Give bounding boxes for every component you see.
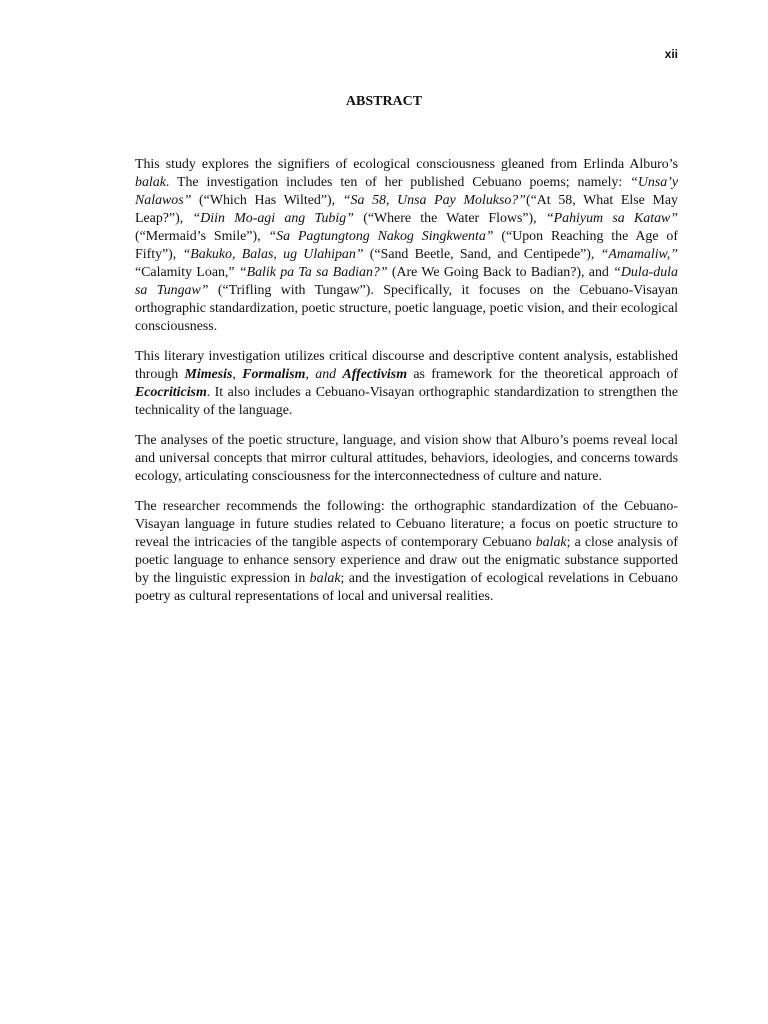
text-run: Mimesis <box>184 367 233 382</box>
text-run: “Dula-dula sa Tungaw” <box>135 265 678 298</box>
text-run: , <box>232 367 243 382</box>
text-run: balak <box>309 571 341 586</box>
text-run: Ecocriticism <box>135 385 207 400</box>
text-run: The researcher recommends the following: the orthographic standardization of the Cebuano-Visayan language in future studies related to Cebuano literature; a focus on poetic structure to reveal the intricacies of the tangible aspects of contemporary Cebuano <box>135 499 678 550</box>
text-run: (“Which Has Wilted”), <box>191 193 343 208</box>
text-run: (“At 58, What Else May Leap?”), <box>135 193 678 226</box>
paragraph-4 <box>135 498 678 606</box>
page-number: xii <box>664 47 678 61</box>
text-run: This study explores the signifiers of ecological consciousness gleaned from Erlinda Alburo’s <box>135 157 678 172</box>
text-run: balak <box>135 175 166 190</box>
text-run: (“Where the Water Flows”), <box>353 211 546 226</box>
text-run: (“Mermaid’s Smile”), <box>135 229 269 244</box>
abstract-body <box>135 156 678 618</box>
paragraph-2 <box>135 348 678 420</box>
text-run: , <box>305 367 316 382</box>
page-title: ABSTRACT <box>345 94 423 109</box>
text-run: The analyses of the poetic structure, language, and vision show that Alburo’s poems reveal local and universal concepts that mirror cultural attitudes, behaviors, ideologies, and concerns towards ecology, articulating consciousness for the interconnectedness of culture and nature. <box>135 433 678 484</box>
text-run: This literary investigation utilizes critical discourse and descriptive content analysis, established through <box>135 349 678 382</box>
text-run: ; a close analysis of poetic language to enhance sensory experience and draw out the enigmatic substance supported by the linguistic expression in <box>135 535 679 586</box>
text-run: “Sa 58, Unsa Pay Molukso?” <box>342 193 526 208</box>
text-run: “Pahiyum sa Kataw” <box>545 211 678 226</box>
text-run: “Calamity Loan,” <box>135 265 239 280</box>
text-run: “Amamaliw,” <box>600 247 678 262</box>
text-run: (“Trifling with Tungaw”). Specifically, it focuses on the Cebuano-Visayan orthographic standardization, poetic structure, poetic language, poetic vision, and their ecological consciousness. <box>135 283 678 334</box>
text-run: and <box>315 367 337 382</box>
text-run: balak <box>535 535 567 550</box>
text-run: “Unsa’y Nalawos” <box>135 175 678 208</box>
text-run: Affectivism <box>342 367 408 382</box>
text-run: “Bakuko, Balas, ug Ulahipan” <box>182 247 364 262</box>
text-run: “Balik pa Ta sa Badian?” <box>238 265 388 280</box>
text-run: (“Sand Beetle, Sand, and Centipede”), <box>363 247 601 262</box>
text-run: . The investigation includes ten of her published Cebuano poems; namely: <box>165 175 631 190</box>
text-run: (“Upon Reaching the Age of Fifty”), <box>135 229 678 262</box>
paragraph-3 <box>135 432 678 486</box>
text-run: ; and the investigation of ecological revelations in Cebuano poetry as cultural representations of local and universal realities. <box>135 571 678 604</box>
paragraph-1 <box>135 156 678 336</box>
text-run: Formalism <box>242 367 306 382</box>
text-run: “Sa Pagtungtong Nakog Singkwenta” <box>268 229 494 244</box>
text-run: . It also includes a Cebuano-Visayan orthographic standardization to strengthen the technicality of the language. <box>135 385 678 418</box>
text-run: “Diin Mo-agi ang Tubig” <box>192 211 354 226</box>
text-run: (Are We Going Back to Badian?), and <box>387 265 614 280</box>
text-run: as framework for the theoretical approach of <box>407 367 678 382</box>
